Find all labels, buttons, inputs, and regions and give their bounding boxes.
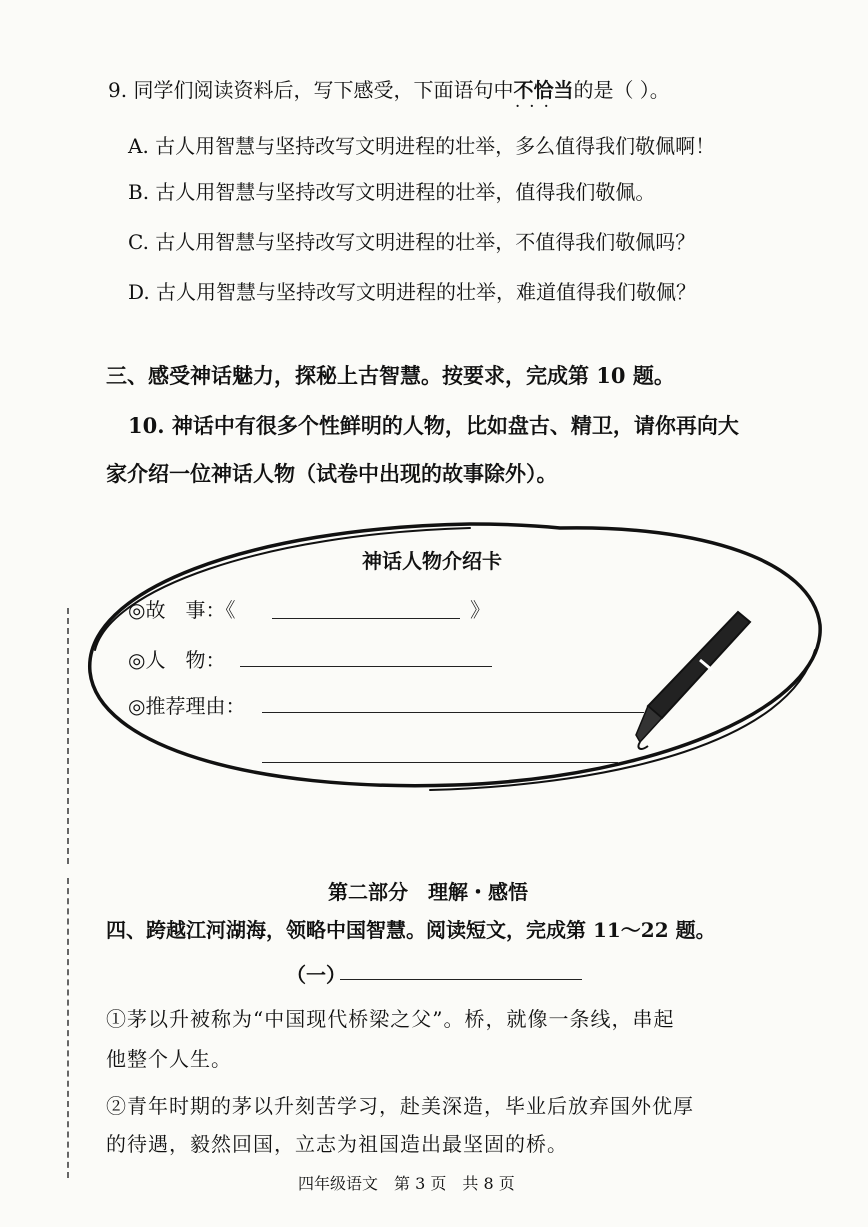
card-title: 神话人物介绍卡 [362,549,502,573]
q9-option-c: C. 古人用智慧与坚持改写文明进程的壮举，不值得我们敬佩吗？ [128,230,696,254]
reason-blank-1[interactable] [262,712,644,713]
q9-option-a: A. 古人用智慧与坚持改写文明进程的壮举，多么值得我们敬佩啊！ [128,134,716,158]
passage-line-3: ②青年时期的茅以升刻苦学习，赴美深造，毕业后放弃国外优厚 [106,1094,694,1118]
question-10-line-2: 家介绍一位神话人物（试卷中出现的故事除外）。 [106,461,558,486]
passage-line-1: ①茅以升被称为“中国现代桥梁之父”。桥，就像一条线，串起 [106,1007,675,1031]
person-label: ◎人 物： [128,648,226,672]
q9-option-d: D. 古人用智慧与坚持改写文明进程的壮举，难道值得我们敬佩？ [128,280,697,304]
title-blank[interactable] [340,979,582,980]
q9-stem-post: 的是（ ）。 [573,78,670,102]
q9-stem-pre: 9. 同学们阅读资料后，写下感受，下面语句中 [108,78,514,102]
part-2-title: 第二部分 理解・感悟 [328,880,528,904]
reason-label: ◎推荐理由： [128,694,246,718]
reason-blank-2[interactable] [262,762,618,763]
q9-option-b: B. 古人用智慧与坚持改写文明进程的壮举，值得我们敬佩。 [128,180,656,204]
passage-line-4: 的待遇，毅然回国，立志为祖国造出最坚固的桥。 [106,1132,568,1156]
section-3-heading: 三、感受神话魅力，探秘上古智慧。按要求，完成第 10 题。 [106,363,675,388]
story-blank[interactable] [272,618,460,619]
section-4-heading: 四、跨越江河湖海，领略中国智慧。阅读短文，完成第 11～22 题。 [106,918,716,942]
passage-line-2: 他整个人生。 [106,1047,232,1071]
question-10-line-1: 10. 神话中有很多个性鲜明的人物，比如盘古、精卫，请你再向大 [128,413,739,438]
q9-emphasis-text: 不恰当 · · · [513,78,573,102]
story-close-mark: 》 [470,598,490,622]
story-label: ◎故 事：《 [128,598,236,622]
subsection-label: （一） [286,963,346,987]
pen-icon [636,612,750,749]
person-blank[interactable] [240,666,492,667]
page-footer: 四年级语文 第 3 页 共 8 页 [298,1174,515,1193]
